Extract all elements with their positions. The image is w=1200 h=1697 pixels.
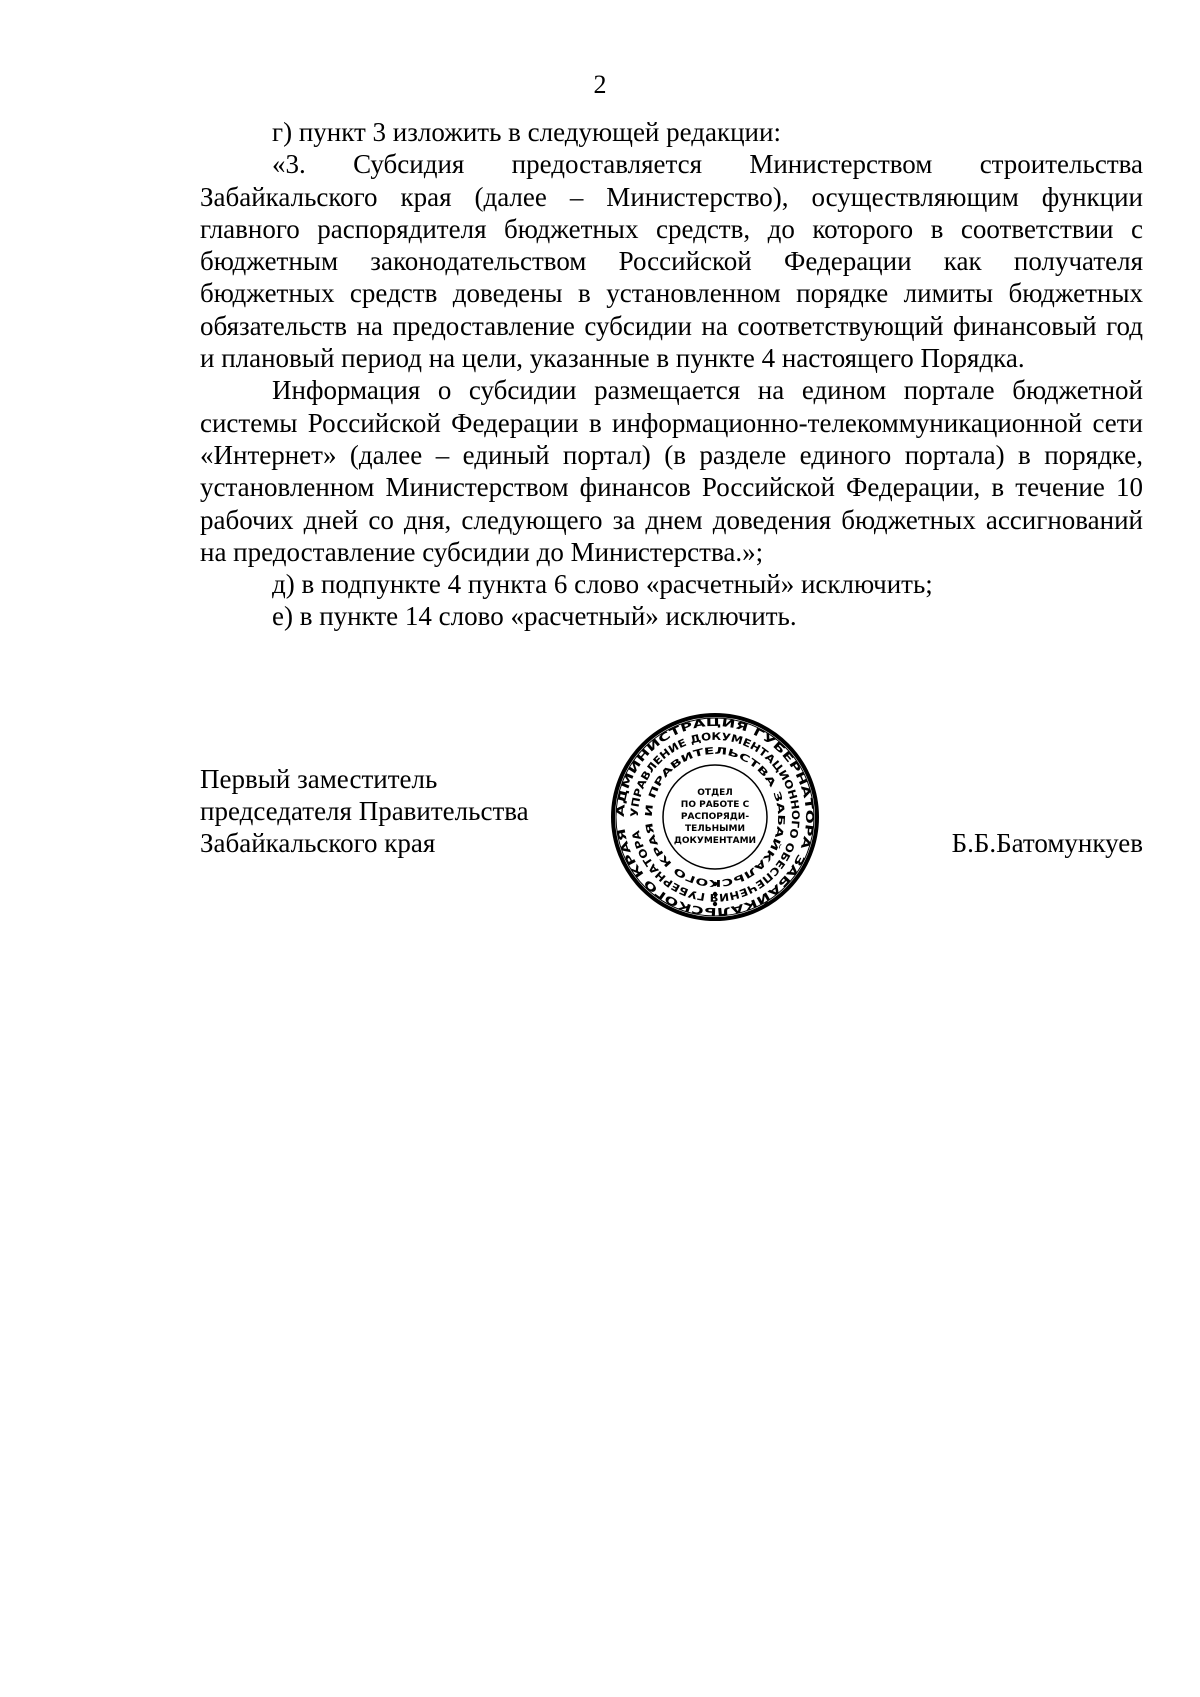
seal-center-line: ДОКУМЕНТАМИ [673, 836, 757, 846]
seal-center-line: ОТДЕЛ [697, 788, 733, 798]
seal-center-line: ТЕЛЬНЫМИ [685, 824, 745, 834]
seal-dots [713, 882, 717, 906]
signatory-name: Б.Б.Батомункуев [951, 828, 1143, 858]
paragraph-d: д) в подпункте 4 пункта 6 слово «расчетный» исключить; [272, 569, 933, 600]
seal-middle-text: УПРАВЛЕНИЕ ДОКУМЕНТАЦИОННОГО ОБЕСПЕЧЕНИЯ ГУБЕРНАТОРА [628, 730, 802, 904]
paragraph-subsidy-info: Информация о субсидии размещается на едином портале бюджетной системы Российской Федерации в информационно-телекоммуникационной сети «Интернет» (далее – единый портал) (в разделе единого портала) в порядке, установленном Министерством финансов Российской Федерации, в течение 10 рабочих дней со дня, следующего за днем доведения бюджетных ассигнований на предоставление субсидии до Министерства.»; [200, 375, 1143, 567]
official-seal [610, 712, 820, 922]
signatory-position-line: председателя Правительства [200, 796, 529, 826]
signatory-position [200, 763, 529, 859]
document-body [200, 116, 1143, 633]
paragraph-point-3: «3. Субсидия предоставляется Министерством строительства Забайкальского края (далее – Министерство), осуществляющим функции главного распорядителя бюджетных средств, до которого в соответствии с бюджетным законодательством Российской Федерации как получателя бюджетных средств доведены в установленном порядке лимиты бюджетных обязательств на предоставление субсидии на соответствующий финансовый год и плановый период на цели, указанные в пункте 4 настоящего Порядка. [200, 149, 1143, 374]
signatory-position-line: Первый заместитель [200, 764, 438, 794]
paragraph-g: г) пункт 3 изложить в следующей редакции: [272, 117, 781, 147]
page-number: 2 [593, 70, 607, 99]
signatory-position-line: Забайкальского края [200, 828, 436, 858]
paragraph-e: е) в пункте 14 слово «расчетный» исключить. [272, 601, 797, 632]
seal-outer-text: АДМИНИСТРАЦИЯ ГУБЕРНАТОРА ЗАБАЙКАЛЬСКОГО КРАЯ [614, 716, 816, 918]
seal-inner-text: И ПРАВИТЕЛЬСТВА ЗАБАЙКАЛЬСКОГО КРАЯ [643, 745, 787, 889]
seal-center-line: ПО РАБОТЕ С [680, 800, 750, 810]
seal-center-line: РАСПОРЯДИ- [680, 812, 750, 822]
